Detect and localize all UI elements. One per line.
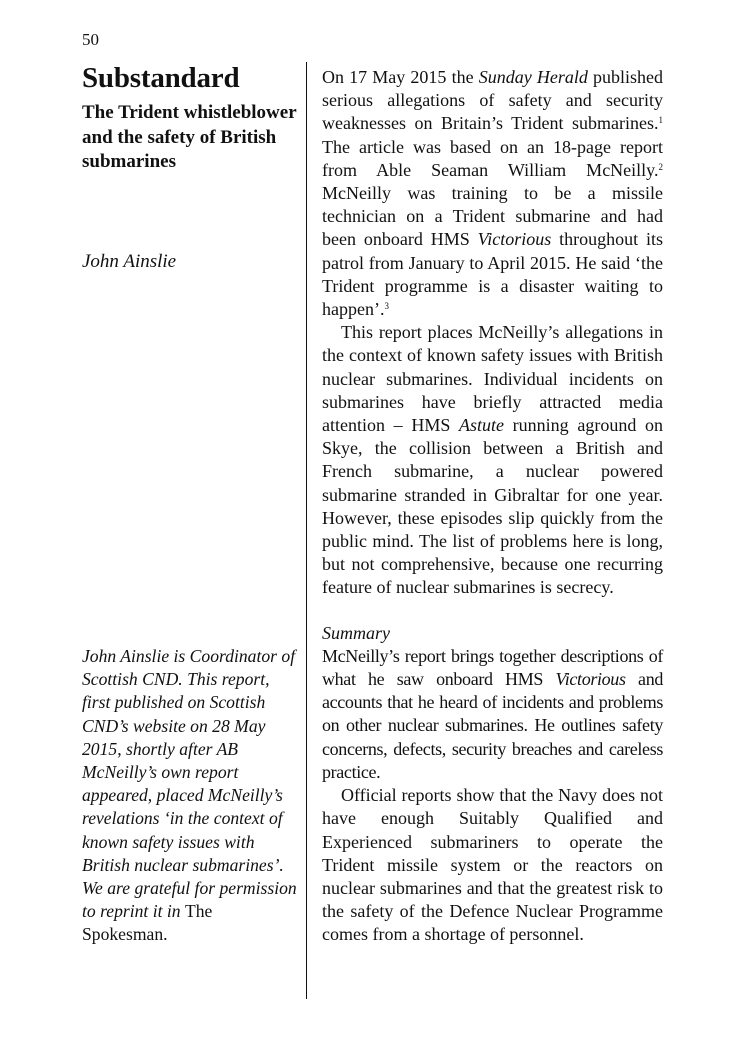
- article-heading: [82, 60, 298, 175]
- footnote-ref: 1: [658, 115, 663, 126]
- body-paragraph-3: McNeilly’s report brings together descriptions of what he saw onboard HMS Victorious and accounts that he heard of incidents and problems on other nuclear submarines. He outlines safety concerns, defects, security breaches and careless practice.: [322, 645, 663, 782]
- section-heading-summary: Summary: [322, 622, 390, 643]
- article-body: [322, 66, 663, 947]
- article-author: John Ainslie: [82, 251, 177, 272]
- body-paragraph-2: This report places McNeilly’s allegations in the context of known safety issues with British nuclear submarines. Individual incidents on submarines have briefly attracted media attention – HMS Astute running aground on Skye, the collision between a British and French submarine, a nuclear powered submarine stranded in Gibraltar for one year. However, these episodes slip quickly from the public mind. The list of problems here is long, but not comprehensive, because one recurring feature of nuclear submarines is secrecy.: [322, 322, 664, 598]
- article-subtitle: The Trident whistleblower and the safety of British submarines: [82, 102, 297, 172]
- page-number: 50: [82, 30, 99, 49]
- author-bio-text: John Ainslie is Coordinator of Scottish CND. This report, first published on Scottish CND’s website on 28 May 2015, shortly after AB McNeilly’s own report appeared, placed McNeilly’s revelations ‘in the context of known safety issues with British nuclear submarines’. We are grateful for permission to reprint it in: [82, 646, 297, 922]
- footnote-ref: 3: [384, 301, 389, 312]
- submarine-name: Astute: [459, 415, 505, 436]
- column-divider: [306, 62, 307, 999]
- journal-name: The Spokesman.: [82, 901, 213, 945]
- newspaper-name: Sunday Herald: [478, 67, 588, 87]
- author-bio: [82, 645, 302, 947]
- submarine-name: Victorious: [555, 669, 626, 690]
- article-title: Substandard: [82, 62, 240, 94]
- body-paragraph-1: On 17 May 2015 the Sunday Herald published serious allegations of safety and security weaknesses on Britain’s Trident submarines.$^1$ The article was based on an 18-page report from Able Seaman William McNeilly.$^2$ McNeilly was training to be a missile technician on a Trident submarine and had been onboard HMS Victorious throughout its patrol from January to April 2015. He said ‘the Trident programme is a disaster waiting to happen’.$^3$: [322, 67, 664, 320]
- body-paragraph-4: Official reports show that the Navy does not have enough Suitably Qualified and Experienced submariners to operate the Trident missile system or the reactors on nuclear submarines and that the greatest risk to the safety of the Defence Nuclear Programme comes from a shortage of personnel.: [322, 785, 663, 945]
- submarine-name: Victorious: [477, 229, 552, 250]
- footnote-ref: 2: [658, 161, 663, 172]
